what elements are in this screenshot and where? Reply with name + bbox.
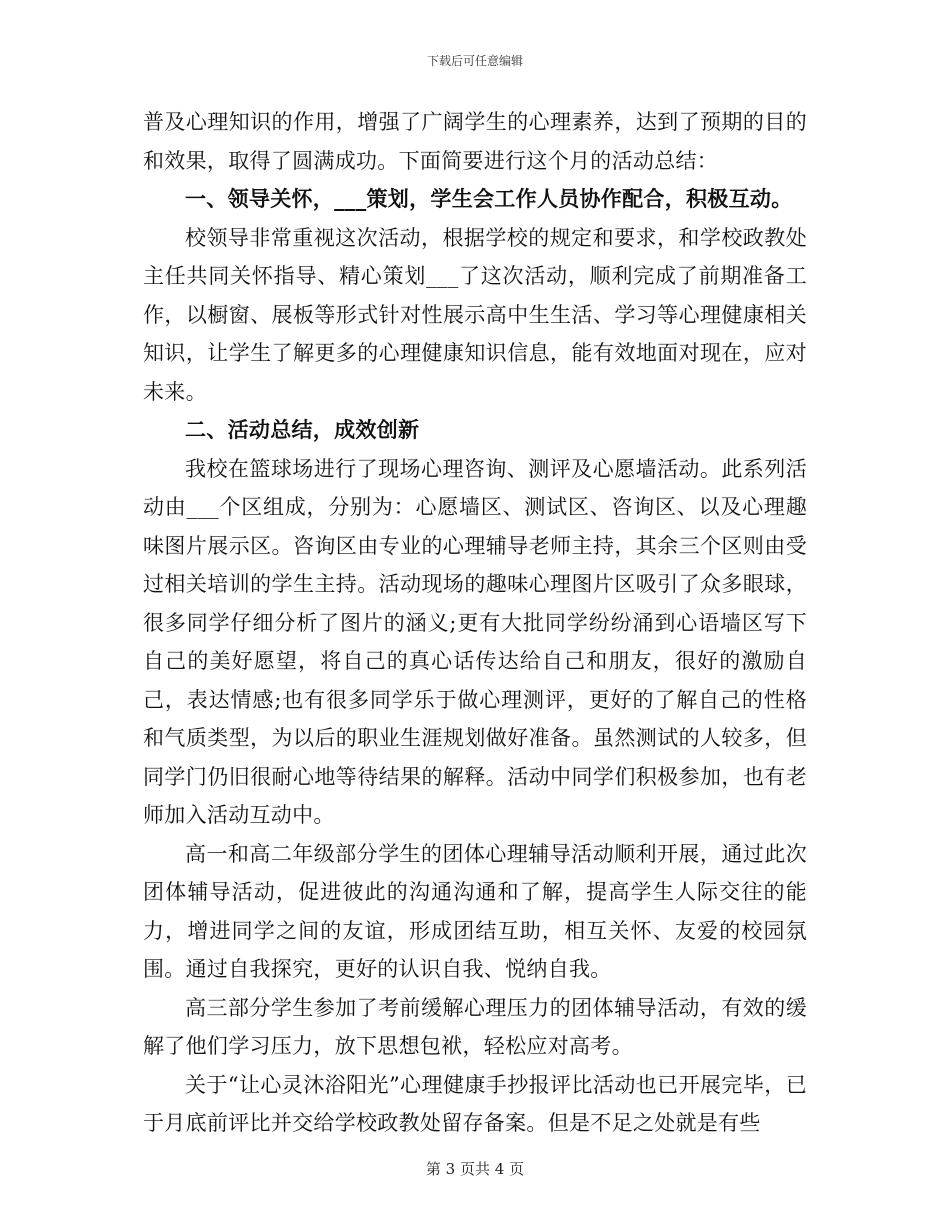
document-body — [143, 103, 807, 1143]
paragraph-activity-summary: 我校在篮球场进行了现场心理咨询、测评及心愿墙活动。此系列活动由___个区组成，分别为：心愿墙区、测试区、咨询区、以及心理趣味图片展示区。咨询区由专业的心理辅导老师主持，其余三个区则由受过相关培训的学生主持。活动现场的趣味心理图片区吸引了众多眼球，很多同学仔细分析了图片的涵义;更有大批同学纷纷涌到心语墙区写下自己的美好愿望，将自己的真心话传达给自己和朋友，很好的激励自己，表达情感;也有很多同学乐于做心理测评，更好的了解自己的性格和气质类型，为以后的职业生涯规划做好准备。虽然测试的人较多，但同学门仍旧很耐心地等待结果的解释。活动中同学们积极参加，也有老师加入活动互动中。 — [143, 456, 807, 827]
paragraph-leadership: 校领导非常重视这次活动，根据学校的规定和要求，和学校政教处主任共同关怀指导、精心策划___了这次活动，顺利完成了前期准备工作，以橱窗、展板等形式针对性展示高中生生活、学习等心理健康相关知识，让学生了解更多的心理健康知识信息，能有效地面对现在，应对未来。 — [143, 225, 807, 404]
section-heading-1: 一、领导关怀，___策划，学生会工作人员协作配合，积极互动。 — [185, 186, 793, 211]
paragraph-group-counseling: 高一和高二年级部分学生的团体心理辅导活动顺利开展，通过此次团体辅导活动，促进彼此的沟通沟通和了解，提高学生人际交往的能力，增进同学之间的友谊，形成团结互助，相互关怀、友爱的校园氛围。通过自我探究，更好的认识自我、悦纳自我。 — [143, 841, 807, 981]
page-footer-number: 第 3 页共 4 页 — [425, 1160, 525, 1178]
page-header-note: 下载后可任意编辑 — [426, 54, 523, 68]
section-heading-2: 二、活动总结，成效创新 — [185, 417, 420, 442]
paragraph-handwritten-newspaper: 关于“让心灵沐浴阳光”心理健康手抄报评比活动也已开展完毕，已于月底前评比并交给学校政教处留存备案。但是不足之处就是有些 — [143, 1072, 807, 1135]
paragraph-senior-students: 高三部分学生参加了考前缓解心理压力的团体辅导活动，有效的缓解了他们学习压力，放下思想包袱，轻松应对高考。 — [143, 995, 807, 1058]
paragraph-intro-continuation: 普及心理知识的作用，增强了广阔学生的心理素养，达到了预期的目的和效果，取得了圆满成功。下面简要进行这个月的活动总结： — [143, 110, 807, 173]
